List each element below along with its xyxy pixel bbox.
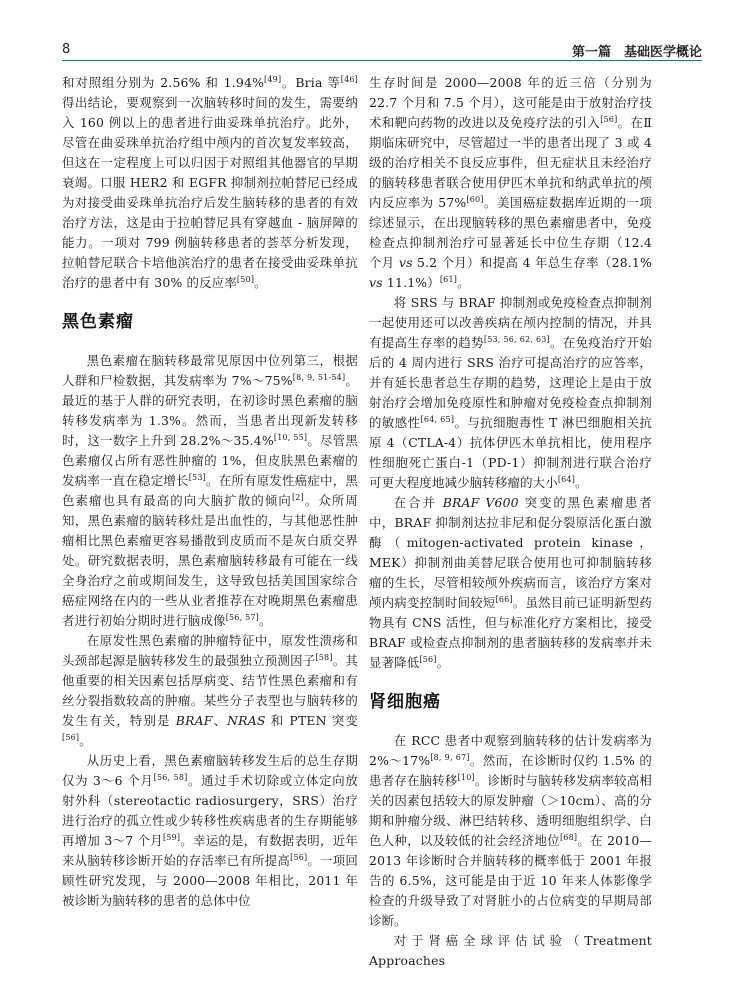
paragraph: 在 RCC 患者中观察到脑转移的估计发病率为 2%～17%[8, 9, 67]。然而，在诊断时仅约 1.5% 的患者存在脑转移[10]。诊断时与脑转移发病率较高相关的因素包括较大的原发肿瘤（＞10cm）、高的分期和肿瘤分级、淋巴结转移、透明细胞组织学、白色人种，以及较低的社会经济地位[68]。在 2010—2013 年诊断时合并脑转移的概率低于 2001 年报告的 6.5%，这可能是由于近 10 年来人体影像学检查的升级导致了对肾脏小的占位病变的早期局部诊断。	[369, 733, 653, 928]
paragraph: 和对照组分别为 2.56% 和 1.94%[49]。Bria 等[46]得出结论，要观察到一次脑转移时间的发生，需要纳入 160 例以上的患者进行曲妥珠单抗治疗。此外，尽管在曲妥珠单抗治疗组中颅内的首次复发率较高，但这在一定程度上可以归因于对照组其他器官的早期衰竭。口服 HER2 和 EGFR 抑制剂拉帕替尼已经成为对接受曲妥珠单抗治疗后发生脑转移的患者的有效治疗方法，这是由于拉帕替尼具有穿越血 - 脑屏障的能力。一项对 799 例脑转移患者的荟萃分析发现，拉帕替尼联合卡培他滨治疗的患者在接受曲妥珠单抗治疗的患者中有 30% 的反应率[50]。	[62, 75, 358, 290]
paragraph: 黑色素瘤在脑转移最常见原因中位列第三，根据人群和尸检数据，其发病率为 7%～75%[8, 9, 51-54]。最近的基于人群的研究表明，在初诊时黑色素瘤的脑转移发病率为 1.3%。然而，当患者出现新发转移时，这一数字上升到 28.2%～35.4%[10, 55]。尽管黑色素瘤仅占所有恶性肿瘤的 1%，但皮肤黑色素瘤的发病率一直在稳定增长[53]。在所有原发性癌症中，黑色素瘤也具有最高的向大脑扩散的倾向[2]。众所周知，黑色素瘤的脑转移灶是出血性的，与其他恶性肿瘤相比黑色素瘤更容易播散到皮质而不是灰白质交界处。研究数据表明，黑色素瘤脑转移最有可能在一线全身治疗之前或期间发生，这导致包括美国国家综合癌症网络在内的一些从业者推荐在对晚期黑色素瘤患者进行初始分期时进行脑成像[56, 57]。	[62, 353, 359, 628]
section-heading-renal-cell-carcinoma: 肾细胞癌	[369, 692, 441, 712]
paragraph: 生存时间是 2000—2008 年的近三倍（分别为 22.7 个月和 7.5 个月），这可能是由于放射治疗技术和靶向药物的改进以及免疫疗法的引入[56]。在Ⅱ期临床研究中，尽管超过一半的患者出现了 3 或 4 级的治疗相关不良反应事件，但无症状且未经治疗的脑转移患者联合使用伊匹木单抗和纳武单抗的颅内反应率为 57%[60]。美国癌症数据库近期的一项综述显示，在出现脑转移的黑色素瘤患者中，免疫检查点抑制剂治疗可显著延长中位生存期（12.4 个月 vs 5.2 个月）和提高 4 年总生存率（28.1% vs 11.1%）[61]。	[369, 75, 653, 290]
paragraph: 在合并 BRAF V600 突变的黑色素瘤患者中，BRAF 抑制剂达拉非尼和促分裂原活化蛋白激酶（mitogen-activated protein kinase，MEK）抑制剂曲美替尼联合使用也可抑制脑转移瘤的生长，尽管相较颅外疾病而言，该治疗方案对颅内病变控制时间较短[66]。虽然目前已证明新型药物具有 CNS 活性，但与标准化疗方案相比，接受 BRAF 或检查点抑制剂的患者脑转移的发病率并未显著降低[56]。	[369, 495, 653, 670]
page-number: 8	[62, 42, 71, 57]
paragraph: 从历史上看，黑色素瘤脑转移发生后的总生存期仅为 3～6 个月[56, 58]。通过手术切除或立体定向放射外科（stereotactic radiosurgery，SRS）治疗进行治疗的孤立性或少转移性疾病患者的生存期能够再增加 3～7 个月[59]。幸运的是，有数据表明，近年来从脑转移诊断开始的存活率已有所提高[56]。一项回顾性研究发现，与 2000—2008 年相比，2011 年被诊断为脑转移的患者的总体中位	[62, 753, 358, 908]
running-head: 第一篇 基础医学概论	[571, 45, 702, 60]
section-heading-melanoma: 黑色素瘤	[62, 312, 134, 332]
paragraph: 对于肾癌全球评估试验（Treatment Approaches	[369, 933, 652, 968]
paragraph: 将 SRS 与 BRAF 抑制剂或免疫检查点抑制剂一起使用还可以改善疾病在颅内控制的情况，并具有提高生存率的趋势[53, 56, 62, 63]。在免疫治疗开始后的 4 周内进行 SRS 治疗可提高治疗的应答率，并有延长患者总生存期的趋势，这理论上是由于放射治疗会增加免疫原性和肿瘤对免疫检查点抑制剂的敏感性[64, 65]。与抗细胞毒性 T 淋巴细胞相关抗原 4（CTLA-4）抗体伊匹木单抗相比，使用程序性细胞死亡蛋白-1（PD-1）抑制剂进行联合治疗可更大程度地减少脑转移瘤的大小[64]。	[369, 295, 652, 490]
page-header	[0, 0, 730, 60]
paragraph: 在原发性黑色素瘤的肿瘤特征中，原发性溃疡和头颈部起源是脑转移发生的最强独立预测因子[58]。其他重要的相关因素包括厚病变、结节性黑色素瘤和有丝分裂指数较高的肿瘤。某些分子表型也与脑转移的发生有关，特别是 BRAF、NRAS 和 PTEN 突变[56]。	[62, 633, 358, 748]
right-column	[369, 73, 652, 971]
header-rule	[62, 60, 702, 61]
left-column	[62, 73, 358, 911]
